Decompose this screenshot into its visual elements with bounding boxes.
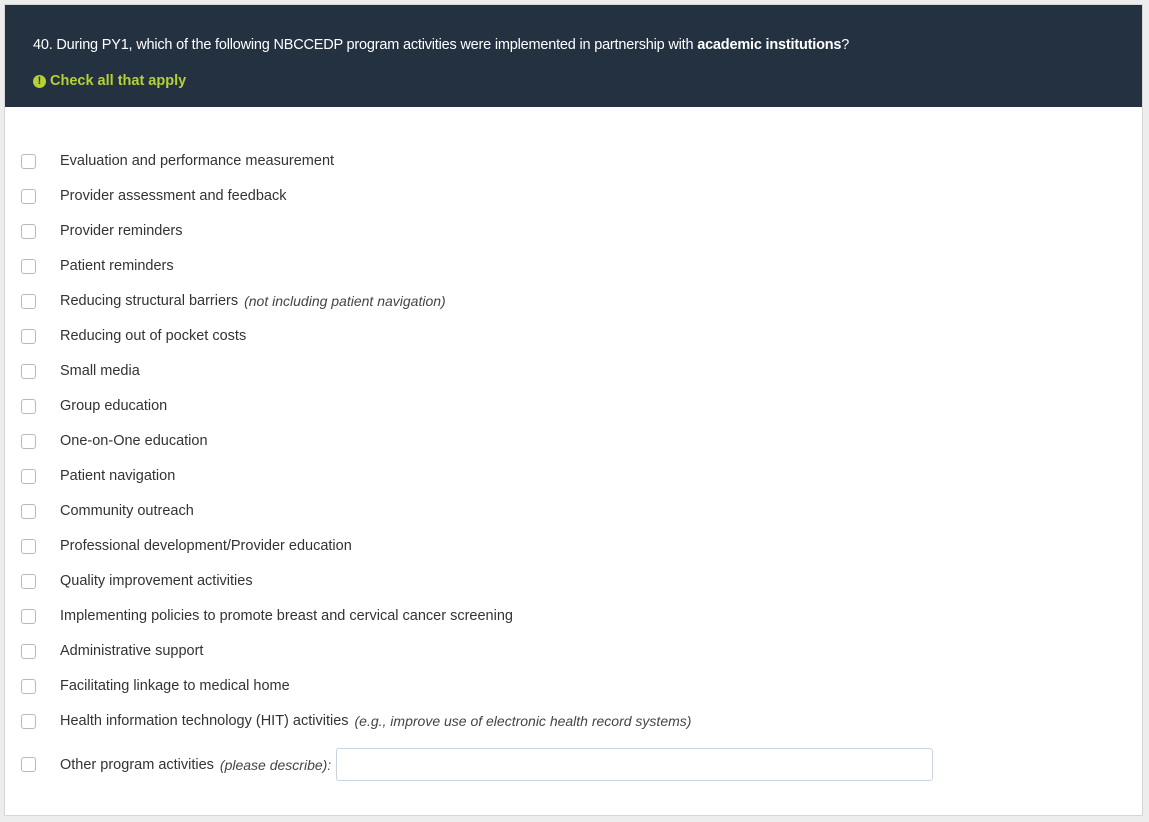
option-row[interactable]	[21, 534, 352, 558]
option-label[interactable]: Quality improvement activities	[60, 573, 253, 589]
question-text	[33, 37, 849, 53]
option-checkbox[interactable]	[21, 329, 36, 344]
hint-text: Check all that apply	[50, 73, 187, 89]
option-row[interactable]	[21, 604, 513, 628]
option-label[interactable]: Reducing structural barriers	[60, 293, 239, 309]
option-label[interactable]: Professional development/Provider education	[60, 538, 352, 554]
option-checkbox[interactable]	[21, 539, 36, 554]
option-note: (not including patient navigation)	[244, 293, 446, 309]
option-checkbox[interactable]	[21, 189, 36, 204]
question-card	[4, 4, 1143, 816]
option-checkbox[interactable]	[21, 399, 36, 414]
option-label[interactable]: Reducing out of pocket costs	[60, 328, 247, 344]
question-number: 40.	[33, 37, 53, 53]
option-row[interactable]	[21, 709, 691, 733]
option-label[interactable]: Provider reminders	[60, 223, 183, 239]
option-label[interactable]: Implementing policies to promote breast and cervical cancer screening	[60, 608, 513, 624]
option-checkbox[interactable]	[21, 434, 36, 449]
question-header	[5, 5, 1142, 107]
option-checkbox[interactable]	[21, 259, 36, 274]
option-label[interactable]: Administrative support	[60, 643, 204, 659]
option-label[interactable]: Small media	[60, 363, 140, 379]
option-row[interactable]	[21, 674, 290, 698]
option-checkbox[interactable]	[21, 574, 36, 589]
option-row[interactable]	[21, 639, 203, 663]
option-checkbox-other[interactable]	[21, 757, 36, 772]
option-row[interactable]	[21, 429, 208, 453]
option-row-other[interactable]	[21, 748, 933, 781]
option-row[interactable]	[21, 219, 183, 243]
question-text-after: ?	[841, 37, 850, 53]
option-label[interactable]: Patient reminders	[60, 258, 174, 274]
option-label[interactable]: Patient navigation	[60, 468, 176, 484]
option-row[interactable]	[21, 359, 140, 383]
option-checkbox[interactable]	[21, 364, 36, 379]
option-label[interactable]: One-on-One education	[60, 433, 208, 449]
option-row[interactable]	[21, 324, 246, 348]
question-text-bold: academic institutions	[697, 37, 842, 53]
option-row[interactable]	[21, 499, 194, 523]
option-checkbox[interactable]	[21, 469, 36, 484]
option-row[interactable]	[21, 289, 446, 313]
option-label-other[interactable]: Other program activities	[60, 756, 214, 773]
option-row[interactable]	[21, 569, 253, 593]
option-checkbox[interactable]	[21, 224, 36, 239]
option-checkbox[interactable]	[21, 644, 36, 659]
option-label[interactable]: Health information technology (HIT) activities	[60, 713, 349, 729]
option-row[interactable]	[21, 464, 175, 488]
option-row[interactable]	[21, 394, 167, 418]
option-checkbox[interactable]	[21, 154, 36, 169]
option-checkbox[interactable]	[21, 679, 36, 694]
check-all-hint	[33, 73, 186, 89]
option-row[interactable]	[21, 184, 287, 208]
option-checkbox[interactable]	[21, 504, 36, 519]
option-note-other: (please describe):	[219, 756, 332, 773]
option-note: (e.g., improve use of electronic health record systems)	[354, 713, 692, 729]
option-row[interactable]	[21, 254, 174, 278]
option-label[interactable]: Evaluation and performance measurement	[60, 153, 335, 169]
option-label[interactable]: Community outreach	[60, 503, 194, 519]
option-label[interactable]: Provider assessment and feedback	[60, 188, 287, 204]
option-checkbox[interactable]	[21, 714, 36, 729]
option-checkbox[interactable]	[21, 294, 36, 309]
option-label[interactable]: Facilitating linkage to medical home	[60, 678, 290, 694]
exclamation-circle-icon: !	[33, 75, 46, 88]
option-checkbox[interactable]	[21, 609, 36, 624]
other-description-input[interactable]	[336, 748, 933, 781]
option-label[interactable]: Group education	[60, 398, 168, 414]
option-row[interactable]	[21, 149, 334, 173]
question-text-before: During PY1, which of the following NBCCEDP program activities were implemented in partnership with	[56, 37, 694, 53]
